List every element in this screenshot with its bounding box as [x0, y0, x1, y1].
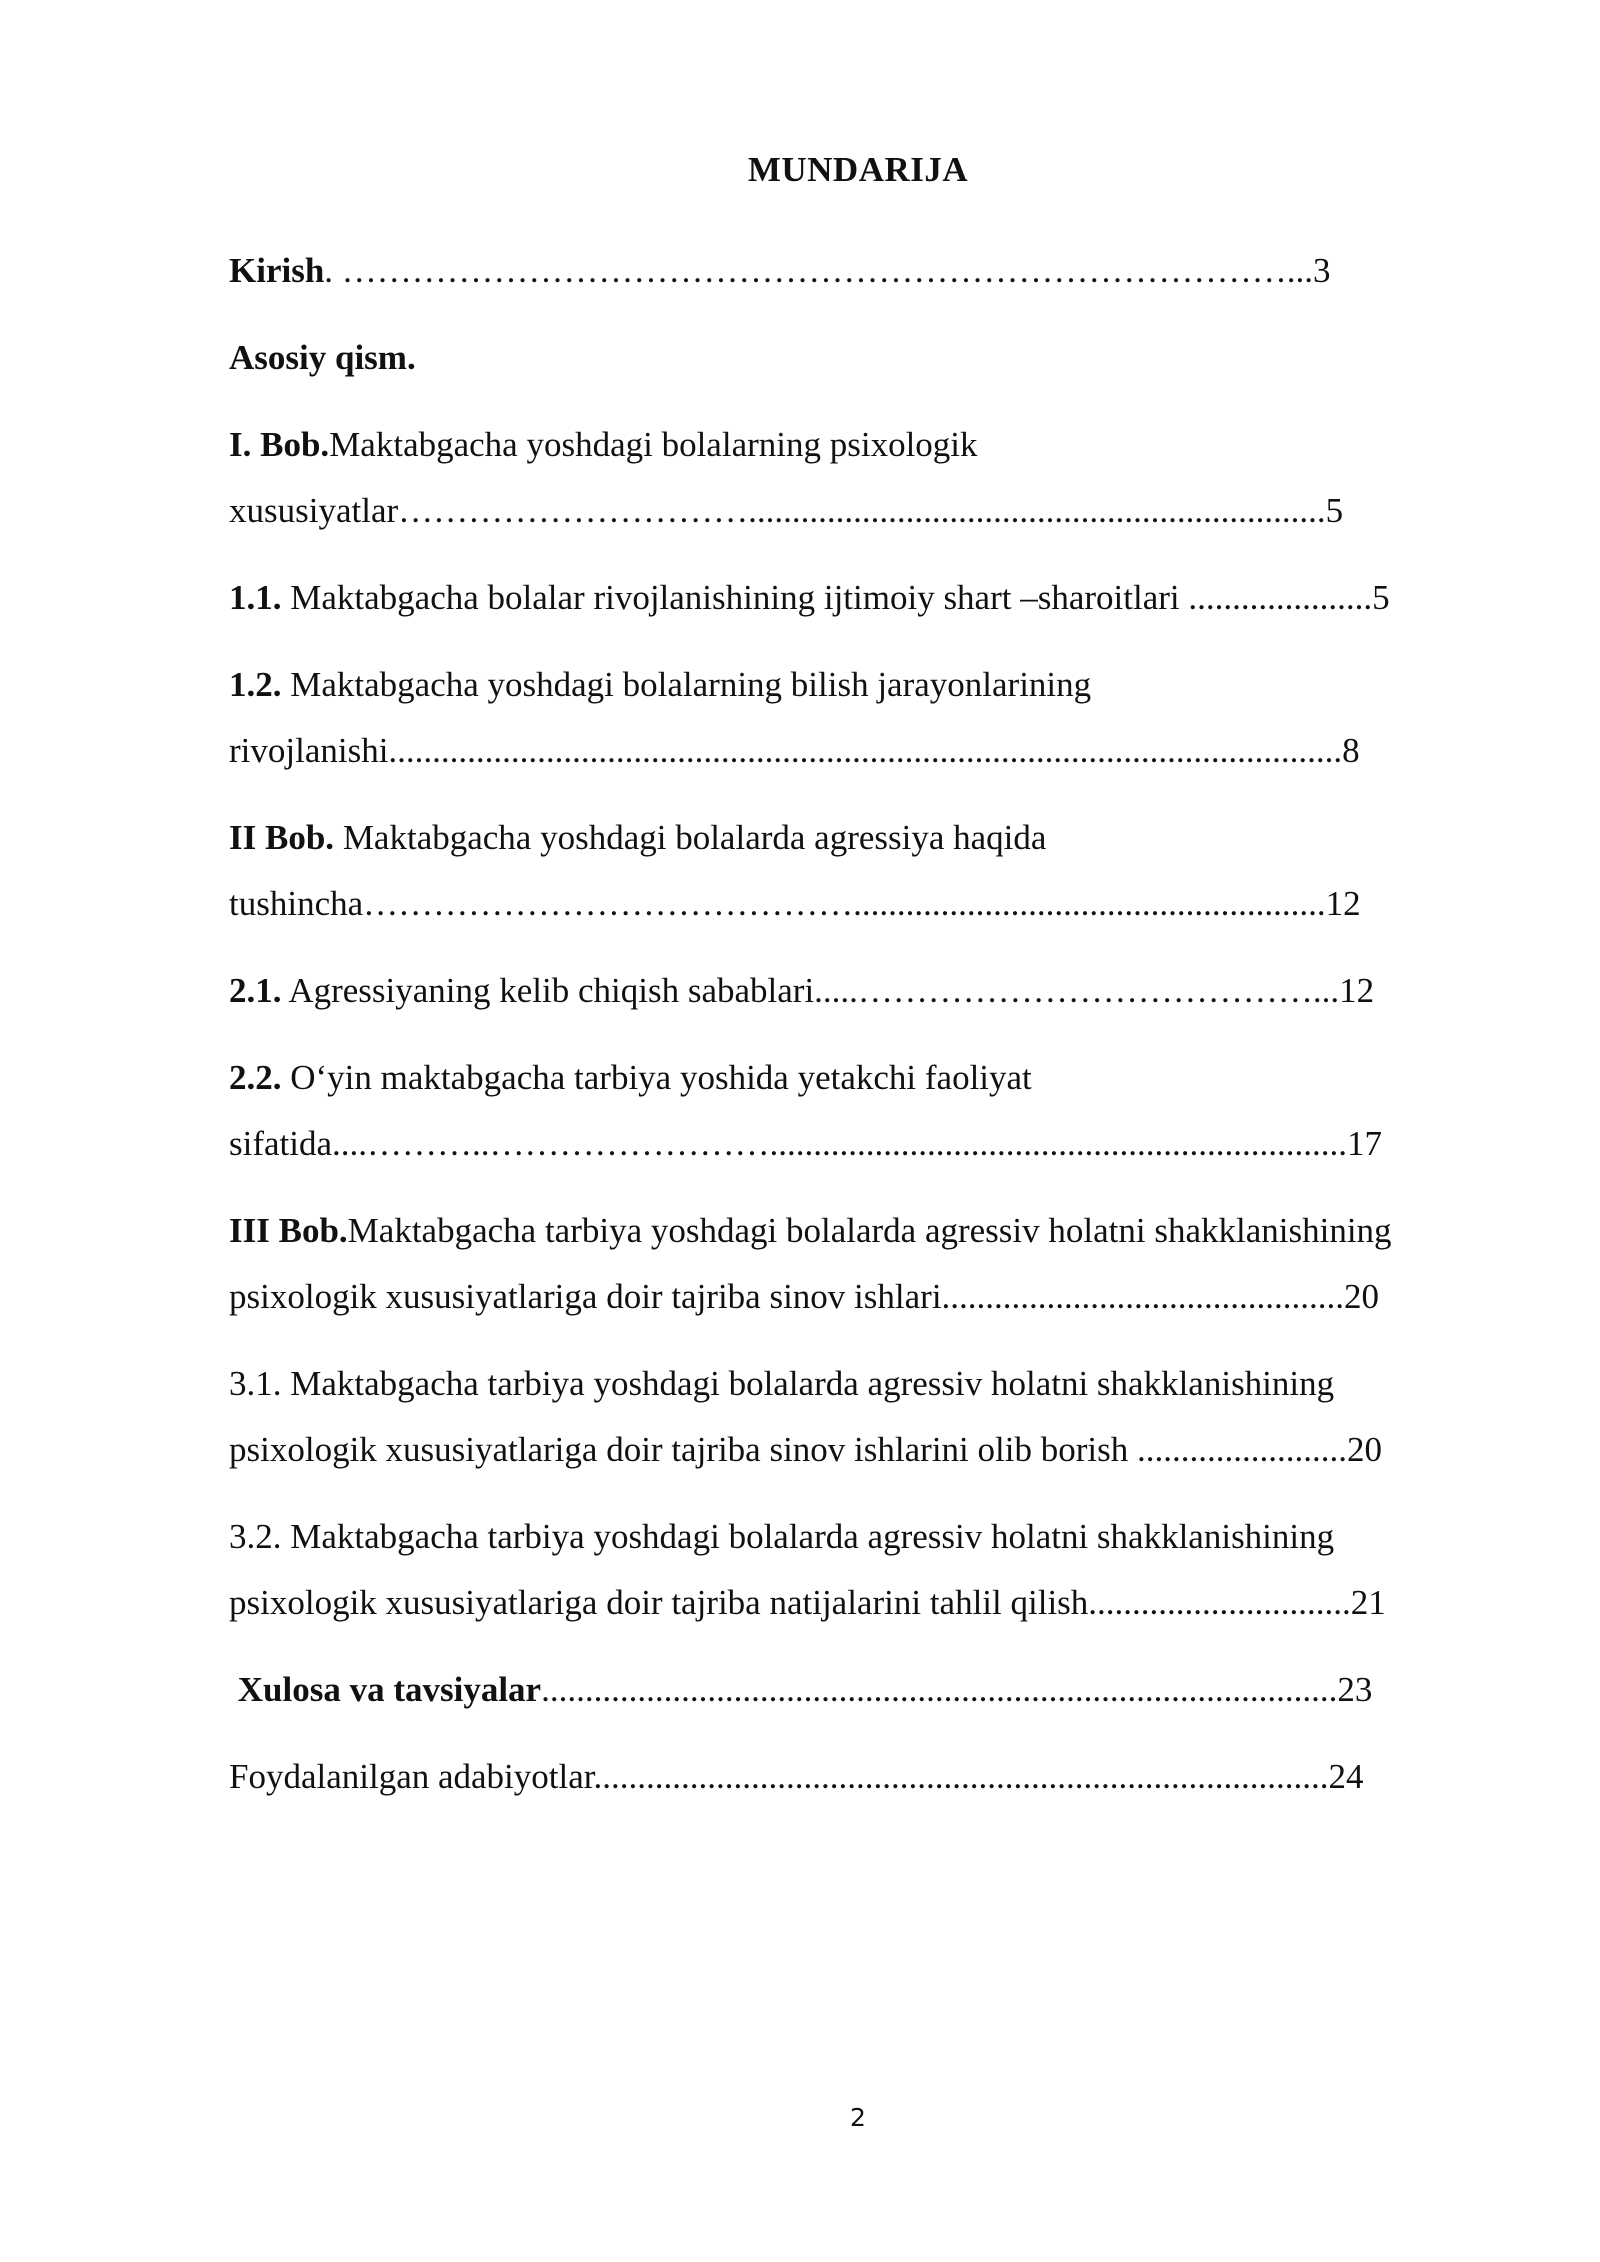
toc-line-text: rivojlanishi.............................................................................................................8 — [229, 731, 1360, 770]
toc-line-text: psixologik xususiyatlariga doir tajriba sinov ishlari..............................................20 — [229, 1277, 1380, 1316]
toc-entry-section-2-1 — [229, 958, 1489, 1024]
toc-entry-section-1-2 — [229, 652, 1489, 784]
toc-entry-main-part — [229, 325, 1489, 391]
toc-line-text: ...........................................................................................23 — [541, 1670, 1373, 1709]
toc-line — [229, 871, 1489, 937]
toc-line — [229, 412, 1489, 478]
toc-line-bold: I. Bob. — [229, 425, 330, 464]
toc-line-bold: 1.2. — [229, 665, 282, 704]
toc-line-bold: III Bob. — [229, 1211, 348, 1250]
toc-line — [229, 238, 1489, 304]
toc-entry-chapter-1 — [229, 412, 1489, 544]
toc-line — [229, 718, 1489, 784]
toc-line-text: tushincha……………………………………......................................................12 — [229, 884, 1361, 923]
toc-line-text: . ………………………………………………………………………...3 — [324, 251, 1331, 290]
toc-line-text: psixologik xususiyatlariga doir tajriba natijalarini tahlil qilish..............................21 — [229, 1583, 1386, 1622]
toc-line — [229, 1657, 1489, 1723]
toc-line — [229, 1417, 1489, 1483]
toc-entry-section-2-2 — [229, 1045, 1489, 1177]
toc-line-bold: 1.1. — [229, 578, 282, 617]
toc-line-bold: 2.2. — [229, 1058, 282, 1097]
toc-line-text: Foydalanilgan adabiyotlar....................................................................................24 — [229, 1757, 1364, 1796]
toc-line-bold: Kirish — [229, 251, 325, 290]
toc-line — [229, 1744, 1489, 1810]
toc-entry-section-3-2 — [229, 1504, 1489, 1636]
toc-line — [229, 1045, 1489, 1111]
toc-entry-section-1-1 — [229, 565, 1489, 631]
toc-line-text: 3.2. Maktabgacha tarbiya yoshdagi bolalarda agressiv holatni shakklanishining — [229, 1517, 1335, 1556]
toc-entry-section-3-1 — [229, 1351, 1489, 1483]
toc-line — [229, 1504, 1489, 1570]
toc-line-bold: Xulosa va tavsiyalar — [229, 1670, 542, 1709]
toc-entry-introduction — [229, 238, 1489, 304]
toc-line — [229, 1570, 1489, 1636]
toc-line — [229, 958, 1489, 1024]
toc-line-text: Agressiyaning kelib chiqish sabablari.....…………………………………...12 — [281, 971, 1375, 1010]
toc-line-text: Maktabgacha yoshdagi bolalarning psixologik — [329, 425, 978, 464]
toc-line-bold: II Bob. — [229, 818, 335, 857]
toc-line — [229, 1351, 1489, 1417]
toc-line-text: Maktabgacha yoshdagi bolalarning bilish jarayonlarining — [281, 665, 1092, 704]
toc-line-text: psixologik xususiyatlariga doir tajriba sinov ishlarini olib borish ........................20 — [229, 1430, 1382, 1469]
toc-line-text: sifatida....………..……………………..................................................................17 — [229, 1124, 1383, 1163]
toc-entry-chapter-2 — [229, 805, 1489, 937]
toc-line — [229, 1264, 1489, 1330]
page-title: MUNDARIJA — [747, 150, 969, 189]
toc-line-text: O‘yin maktabgacha tarbiya yoshida yetakchi faoliyat — [281, 1058, 1032, 1097]
toc-line — [229, 652, 1489, 718]
toc-line — [229, 325, 1489, 391]
toc-entry-conclusion — [229, 1657, 1489, 1723]
toc-line-text: xususiyatlar…………………………..................................................................5 — [229, 491, 1344, 530]
toc-line — [229, 1111, 1489, 1177]
toc-line — [229, 1198, 1489, 1264]
toc-entry-chapter-3 — [229, 1198, 1489, 1330]
page-number: 2 — [850, 2103, 866, 2132]
toc-line-bold: Asosiy qism. — [229, 338, 416, 377]
toc-line-text: Maktabgacha bolalar rivojlanishining ijtimoiy shart –sharoitlari .....................5 — [281, 578, 1390, 617]
toc-line-bold: 2.1. — [229, 971, 282, 1010]
table-of-contents — [229, 238, 1489, 1831]
toc-line — [229, 565, 1489, 631]
toc-line — [229, 805, 1489, 871]
toc-line-text: Maktabgacha tarbiya yoshdagi bolalarda agressiv holatni shakklanishining — [347, 1211, 1392, 1250]
toc-line — [229, 478, 1489, 544]
toc-line-text: Maktabgacha yoshdagi bolalarda agressiya haqida — [334, 818, 1047, 857]
toc-line-text: 3.1. Maktabgacha tarbiya yoshdagi bolalarda agressiv holatni shakklanishining — [229, 1364, 1335, 1403]
toc-entry-references — [229, 1744, 1489, 1810]
